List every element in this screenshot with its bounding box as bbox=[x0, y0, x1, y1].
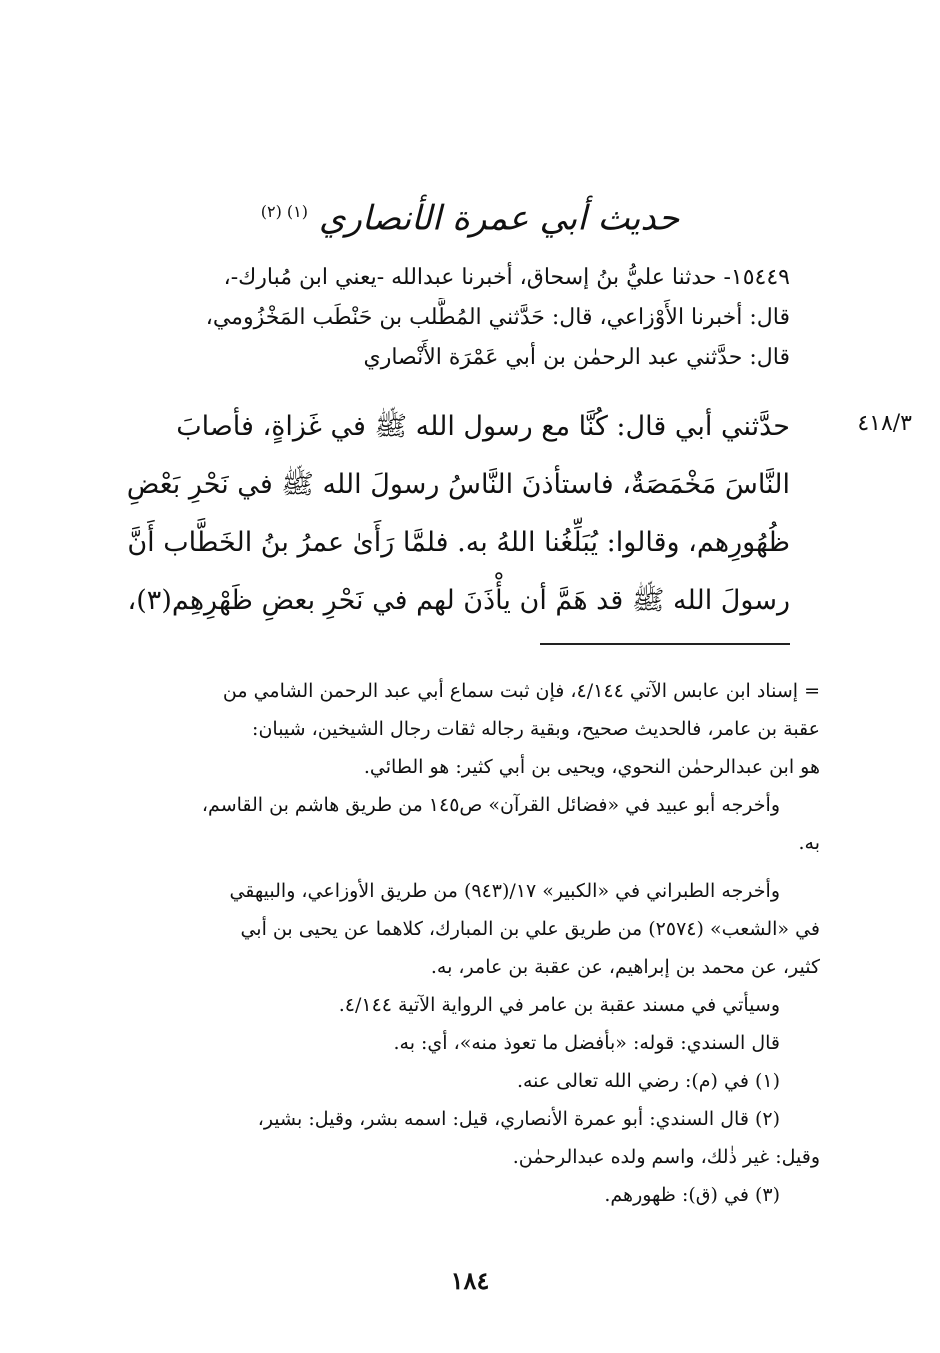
footnote-line: عقبة بن عامر، فالحديث صحيح، وبقية رجاله ثقات رجال الشيخين، شيبان: bbox=[252, 718, 820, 740]
volume-page-reference: ٤١٨/٣ bbox=[857, 411, 912, 436]
footnote-line: به. bbox=[798, 832, 820, 854]
footnote-line: = إسناد ابن عابس الآتي ٤/١٤٤، فإن ثبت سماع أبي عبد الرحمن الشامي من bbox=[222, 680, 820, 702]
footnotes-block bbox=[100, 672, 820, 1214]
footnote-2: (٢) قال السندي: أبو عمرة الأنصاري، قيل: اسمه بشر، وقيل: بشير، bbox=[257, 1108, 780, 1130]
hadith-line: رسولَ الله ﷺ قد هَمَّ أن يأْذَنَ لهم في نَحْرِ بعضِ ظَهْرِهِم(٣)، bbox=[127, 585, 790, 616]
footnote-line: وأخرجه الطبراني في «الكبير» ١٧/(٩٤٣) من طريق الأوزاعي، والبيهقي bbox=[229, 880, 780, 902]
footnote-line: في «الشعب» (٢٥٧٤) من طريق علي بن المبارك، كلاهما عن يحيى بن أبي bbox=[240, 918, 820, 940]
hadith-line: ظُهُورِهم، وقالوا: يُبَلِّغُنا اللهُ به. فلمَّا رَأَىٰ عمرُ بنُ الخَطَّاب أَنَّ bbox=[127, 527, 790, 558]
isnad-line: قال: أخبرنا الأَوْزاعي، قال: حَدَّثني المُطَّلب بن حَنْطَب المَخْزُومي، bbox=[205, 305, 790, 330]
page-number: ١٨٤ bbox=[450, 1266, 490, 1295]
chapter-title-text: حديث أبي عمرة الأنصاري bbox=[318, 198, 680, 239]
footnote-line: كثير، عن محمد بن إبراهيم، عن عقبة بن عامر، به. bbox=[430, 956, 820, 978]
hadith-text bbox=[80, 398, 790, 630]
footnote-line: وسيأتي في مسند عقبة بن عامر في الرواية الآتية ٤/١٤٤. bbox=[338, 994, 780, 1016]
footnote-3: (٣) في (ق): ظهورهم. bbox=[604, 1184, 780, 1206]
chapter-title-footnote-marks: (١) (٢) bbox=[260, 202, 309, 221]
isnad-line: ١٥٤٤٩- حدثنا عليُّ بنُ إسحاق، أخبرنا عبدالله -يعني ابن مُبارك-، bbox=[223, 265, 790, 290]
footnote-line: هو ابن عبدالرحمٰن النحوي، ويحيى بن أبي كثير: هو الطائي. bbox=[363, 756, 820, 778]
isnad-block bbox=[110, 258, 790, 378]
chapter-title bbox=[120, 180, 820, 250]
footnote-line: قال السندي: قوله: «بأفضل ما تعوذ منه»، أي: به. bbox=[393, 1032, 780, 1054]
footnote-separator bbox=[540, 643, 790, 645]
footnote-line: وأخرجه أبو عبيد في «فضائل القرآن» ص١٤٥ من طريق هاشم بن القاسم، bbox=[201, 794, 780, 816]
footnote-1: (١) في (م): رضي الله تعالى عنه. bbox=[516, 1070, 780, 1092]
footnote-2-continued: وقيل: غير ذٰلك، واسم ولده عبدالرحمٰن. bbox=[512, 1146, 820, 1168]
hadith-line: النَّاسَ مَخْمَصَةٌ، فاستأذنَ النَّاسُ رسولَ الله ﷺ في نَحْرِ بَعْضِ bbox=[126, 469, 790, 500]
isnad-line: قال: حدَّثني عبد الرحمٰن بن أبي عَمْرَة الأَنْصاري bbox=[363, 345, 790, 370]
hadith-line: حدَّثني أبي قال: كُنَّا مع رسول الله ﷺ في غَزاةٍ، فأصابَ bbox=[176, 411, 790, 442]
